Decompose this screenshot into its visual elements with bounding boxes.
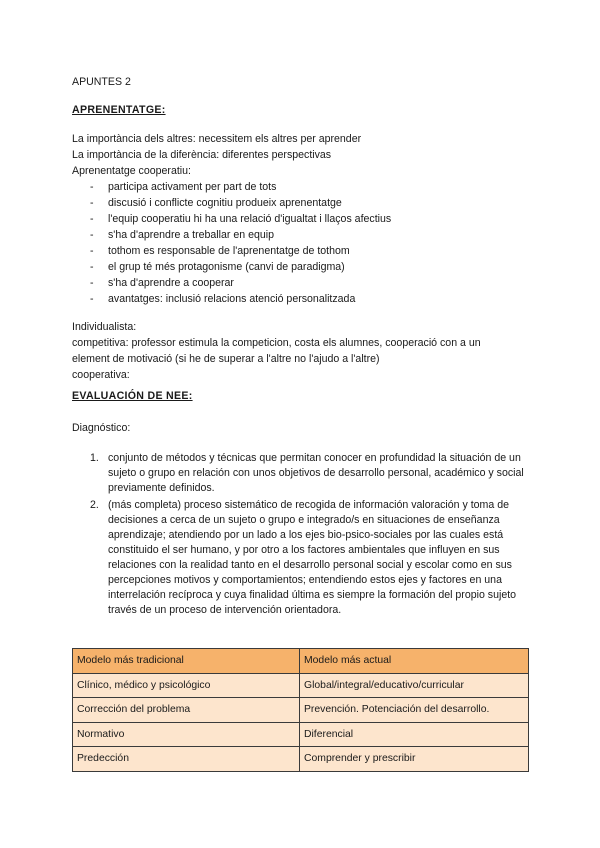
- table-cell: Clínico, médico y psicológico: [73, 673, 300, 698]
- text-line: cooperativa:: [72, 369, 130, 381]
- table-cell: Normativo: [73, 722, 300, 747]
- table-header-cell: Modelo más tradicional: [73, 649, 300, 674]
- table-cell: Predección: [73, 747, 300, 772]
- bullet-dash: -: [90, 293, 94, 305]
- table-row: [73, 747, 529, 772]
- table-row: [73, 698, 529, 723]
- text-line: Individualista:: [72, 321, 137, 333]
- table-cell: Corrección del problema: [73, 698, 300, 723]
- bullet-dash: -: [90, 181, 94, 193]
- bullet-dash: -: [90, 245, 94, 257]
- table-row: [73, 673, 529, 698]
- table-cell: Comprender y prescribir: [300, 747, 529, 772]
- document-title: APUNTES 2: [72, 76, 131, 88]
- table-row: [73, 722, 529, 747]
- subheading-diagnostico: Diagnóstico:: [72, 422, 131, 434]
- table-header-row: [73, 649, 529, 674]
- text-line: element de motivació (si he de superar a l'altre no l'ajudo a l'altre): [72, 353, 380, 365]
- table-cell: Diferencial: [300, 722, 529, 747]
- bullet-dash: -: [90, 277, 94, 289]
- table-cell: Prevención. Potenciación del desarrollo.: [300, 698, 529, 723]
- table-cell: Global/integral/educativo/curricular: [300, 673, 529, 698]
- bullet-dash: -: [90, 229, 94, 241]
- section-heading-evaluacion: EVALUACIÓN DE NEE:: [72, 390, 193, 402]
- section-heading-aprenentatge: APRENENTATGE:: [72, 104, 166, 116]
- bullet-dash: -: [90, 197, 94, 209]
- text-line: La importància dels altres: necessitem els altres per aprender: [72, 133, 362, 145]
- text-line: Aprenentatge cooperatiu:: [72, 165, 191, 177]
- text-line: competitiva: professor estimula la competicion, costa els alumnes, cooperació con a un: [72, 337, 481, 349]
- bullet-dash: -: [90, 261, 94, 273]
- text-line: La importància de la diferència: diferentes perspectivas: [72, 149, 332, 161]
- table-header-cell: Modelo más actual: [300, 649, 529, 674]
- model-comparison-table: [72, 648, 529, 772]
- bullet-dash: -: [90, 213, 94, 225]
